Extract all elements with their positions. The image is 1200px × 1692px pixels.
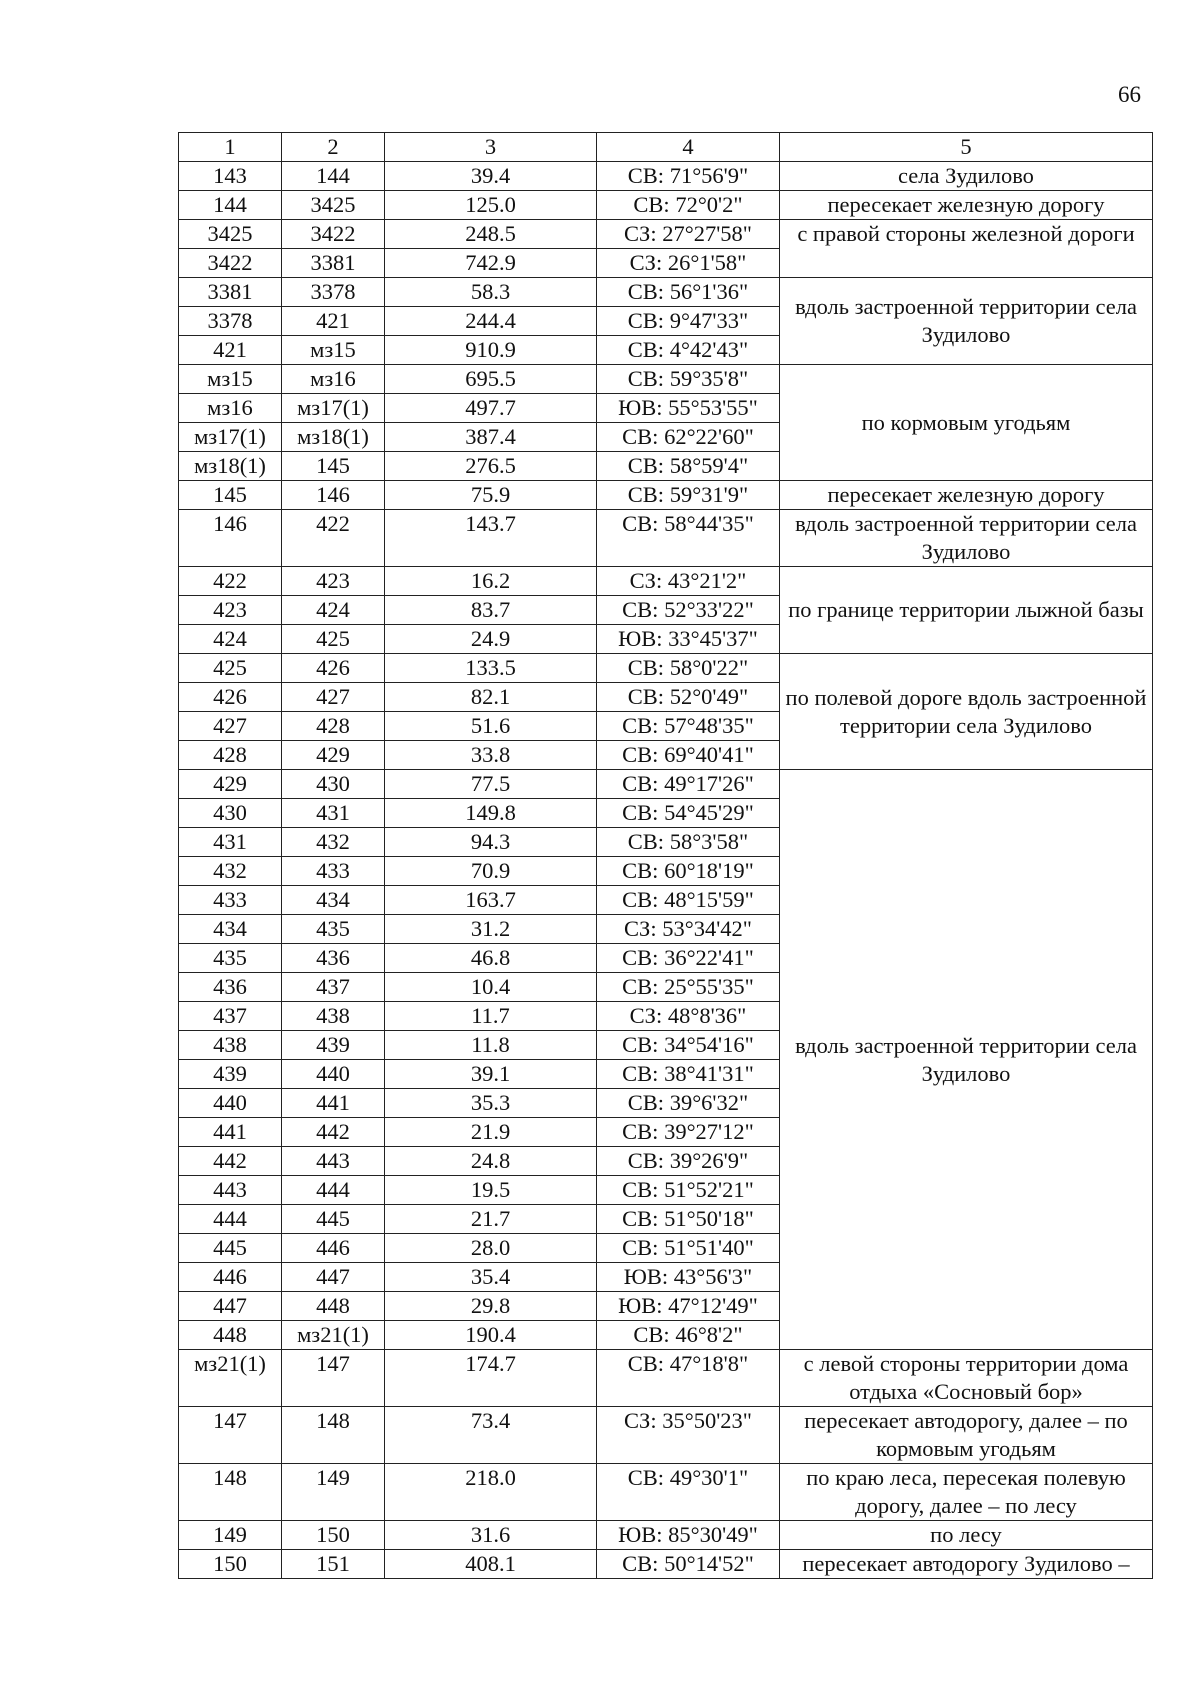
direction-cell: СЗ: 27°27'58" xyxy=(597,220,780,249)
length-cell: 70.9 xyxy=(385,857,597,886)
to-point-cell: 151 xyxy=(282,1550,385,1579)
length-cell: 21.7 xyxy=(385,1205,597,1234)
to-point-cell: мз17(1) xyxy=(282,394,385,423)
length-cell: 218.0 xyxy=(385,1464,597,1521)
table-row xyxy=(179,654,1153,683)
length-cell: 244.4 xyxy=(385,307,597,336)
direction-cell: СЗ: 43°21'2" xyxy=(597,567,780,596)
to-point-cell: 442 xyxy=(282,1118,385,1147)
to-point-cell: 433 xyxy=(282,857,385,886)
to-point-cell: 443 xyxy=(282,1147,385,1176)
direction-cell: СВ: 49°17'26" xyxy=(597,770,780,799)
from-point-cell: 435 xyxy=(179,944,282,973)
length-cell: 35.3 xyxy=(385,1089,597,1118)
from-point-cell: 428 xyxy=(179,741,282,770)
to-point-cell: 432 xyxy=(282,828,385,857)
description-cell: вдоль застроенной территории села Зудилово xyxy=(780,510,1153,567)
direction-cell: СЗ: 35°50'23" xyxy=(597,1407,780,1464)
table-row xyxy=(179,220,1153,249)
from-point-cell: 147 xyxy=(179,1407,282,1464)
from-point-cell: 432 xyxy=(179,857,282,886)
to-point-cell: 428 xyxy=(282,712,385,741)
from-point-cell: 448 xyxy=(179,1321,282,1350)
direction-cell: ЮВ: 33°45'37" xyxy=(597,625,780,654)
direction-cell: ЮВ: 85°30'49" xyxy=(597,1521,780,1550)
to-point-cell: мз18(1) xyxy=(282,423,385,452)
direction-cell: СВ: 72°0'2" xyxy=(597,191,780,220)
length-cell: 35.4 xyxy=(385,1263,597,1292)
to-point-cell: 421 xyxy=(282,307,385,336)
description-cell: по краю леса, пересекая полевую дорогу, далее – по лесу xyxy=(780,1464,1153,1521)
length-cell: 83.7 xyxy=(385,596,597,625)
column-header: 1 xyxy=(179,133,282,162)
from-point-cell: 438 xyxy=(179,1031,282,1060)
to-point-cell: 149 xyxy=(282,1464,385,1521)
from-point-cell: 150 xyxy=(179,1550,282,1579)
description-cell: села Зудилово xyxy=(780,162,1153,191)
to-point-cell: 435 xyxy=(282,915,385,944)
from-point-cell: 3422 xyxy=(179,249,282,278)
direction-cell: СВ: 54°45'29" xyxy=(597,799,780,828)
from-point-cell: 148 xyxy=(179,1464,282,1521)
length-cell: 21.9 xyxy=(385,1118,597,1147)
length-cell: 11.8 xyxy=(385,1031,597,1060)
column-header: 4 xyxy=(597,133,780,162)
from-point-cell: мз18(1) xyxy=(179,452,282,481)
direction-cell: СВ: 62°22'60" xyxy=(597,423,780,452)
to-point-cell: 441 xyxy=(282,1089,385,1118)
to-point-cell: 434 xyxy=(282,886,385,915)
from-point-cell: 144 xyxy=(179,191,282,220)
direction-cell: СВ: 4°42'43" xyxy=(597,336,780,365)
to-point-cell: 425 xyxy=(282,625,385,654)
from-point-cell: 3378 xyxy=(179,307,282,336)
header-row xyxy=(179,133,1153,162)
direction-cell: ЮВ: 47°12'49" xyxy=(597,1292,780,1321)
length-cell: 33.8 xyxy=(385,741,597,770)
direction-cell: СВ: 58°0'22" xyxy=(597,654,780,683)
from-point-cell: 421 xyxy=(179,336,282,365)
direction-cell: СВ: 56°1'36" xyxy=(597,278,780,307)
table-row xyxy=(179,278,1153,307)
to-point-cell: 145 xyxy=(282,452,385,481)
to-point-cell: 448 xyxy=(282,1292,385,1321)
to-point-cell: 426 xyxy=(282,654,385,683)
from-point-cell: 429 xyxy=(179,770,282,799)
from-point-cell: 447 xyxy=(179,1292,282,1321)
length-cell: 31.2 xyxy=(385,915,597,944)
from-point-cell: мз17(1) xyxy=(179,423,282,452)
from-point-cell: 425 xyxy=(179,654,282,683)
direction-cell: СВ: 39°27'12" xyxy=(597,1118,780,1147)
length-cell: 75.9 xyxy=(385,481,597,510)
direction-cell: СВ: 52°0'49" xyxy=(597,683,780,712)
from-point-cell: 423 xyxy=(179,596,282,625)
from-point-cell: 446 xyxy=(179,1263,282,1292)
to-point-cell: 3425 xyxy=(282,191,385,220)
direction-cell: ЮВ: 55°53'55" xyxy=(597,394,780,423)
from-point-cell: 436 xyxy=(179,973,282,1002)
direction-cell: СВ: 9°47'33" xyxy=(597,307,780,336)
table-row xyxy=(179,481,1153,510)
description-cell: пересекает железную дорогу xyxy=(780,191,1153,220)
description-cell: с правой стороны железной дороги xyxy=(780,220,1153,278)
table-row xyxy=(179,510,1153,567)
direction-cell: ЮВ: 43°56'3" xyxy=(597,1263,780,1292)
to-point-cell: 3381 xyxy=(282,249,385,278)
from-point-cell: 427 xyxy=(179,712,282,741)
to-point-cell: 424 xyxy=(282,596,385,625)
length-cell: 149.8 xyxy=(385,799,597,828)
from-point-cell: 430 xyxy=(179,799,282,828)
length-cell: 143.7 xyxy=(385,510,597,567)
column-header: 2 xyxy=(282,133,385,162)
from-point-cell: 434 xyxy=(179,915,282,944)
from-point-cell: 441 xyxy=(179,1118,282,1147)
to-point-cell: 147 xyxy=(282,1350,385,1407)
direction-cell: СВ: 25°55'35" xyxy=(597,973,780,1002)
to-point-cell: мз15 xyxy=(282,336,385,365)
from-point-cell: 145 xyxy=(179,481,282,510)
from-point-cell: 431 xyxy=(179,828,282,857)
direction-cell: СВ: 59°31'9" xyxy=(597,481,780,510)
direction-cell: СЗ: 53°34'42" xyxy=(597,915,780,944)
length-cell: 742.9 xyxy=(385,249,597,278)
table-row xyxy=(179,770,1153,799)
to-point-cell: 148 xyxy=(282,1407,385,1464)
to-point-cell: 440 xyxy=(282,1060,385,1089)
to-point-cell: 438 xyxy=(282,1002,385,1031)
direction-cell: СВ: 46°8'2" xyxy=(597,1321,780,1350)
table-row xyxy=(179,567,1153,596)
length-cell: 28.0 xyxy=(385,1234,597,1263)
from-point-cell: 149 xyxy=(179,1521,282,1550)
from-point-cell: 444 xyxy=(179,1205,282,1234)
from-point-cell: 442 xyxy=(179,1147,282,1176)
to-point-cell: мз21(1) xyxy=(282,1321,385,1350)
to-point-cell: 439 xyxy=(282,1031,385,1060)
length-cell: 73.4 xyxy=(385,1407,597,1464)
from-point-cell: 433 xyxy=(179,886,282,915)
to-point-cell: 423 xyxy=(282,567,385,596)
table-row xyxy=(179,365,1153,394)
to-point-cell: 146 xyxy=(282,481,385,510)
column-header: 5 xyxy=(780,133,1153,162)
description-cell: по границе территории лыжной базы xyxy=(780,567,1153,654)
direction-cell: СВ: 71°56'9" xyxy=(597,162,780,191)
from-point-cell: 424 xyxy=(179,625,282,654)
length-cell: 497.7 xyxy=(385,394,597,423)
table-row xyxy=(179,1464,1153,1521)
from-point-cell: 3381 xyxy=(179,278,282,307)
length-cell: 29.8 xyxy=(385,1292,597,1321)
direction-cell: СВ: 58°59'4" xyxy=(597,452,780,481)
to-point-cell: 427 xyxy=(282,683,385,712)
to-point-cell: 431 xyxy=(282,799,385,828)
from-point-cell: 437 xyxy=(179,1002,282,1031)
from-point-cell: мз16 xyxy=(179,394,282,423)
description-cell: вдоль застроенной территории села Зудилово xyxy=(780,770,1153,1350)
direction-cell: СВ: 49°30'1" xyxy=(597,1464,780,1521)
to-point-cell: 436 xyxy=(282,944,385,973)
table-row xyxy=(179,1350,1153,1407)
direction-cell: СВ: 50°14'52" xyxy=(597,1550,780,1579)
length-cell: 82.1 xyxy=(385,683,597,712)
to-point-cell: 3422 xyxy=(282,220,385,249)
length-cell: 77.5 xyxy=(385,770,597,799)
length-cell: 174.7 xyxy=(385,1350,597,1407)
from-point-cell: 443 xyxy=(179,1176,282,1205)
table-row xyxy=(179,1407,1153,1464)
direction-cell: СВ: 51°52'21" xyxy=(597,1176,780,1205)
direction-cell: СВ: 58°3'58" xyxy=(597,828,780,857)
length-cell: 408.1 xyxy=(385,1550,597,1579)
from-point-cell: мз15 xyxy=(179,365,282,394)
direction-cell: СВ: 51°51'40" xyxy=(597,1234,780,1263)
to-point-cell: 437 xyxy=(282,973,385,1002)
length-cell: 276.5 xyxy=(385,452,597,481)
direction-cell: СВ: 59°35'8" xyxy=(597,365,780,394)
length-cell: 387.4 xyxy=(385,423,597,452)
direction-cell: СВ: 51°50'18" xyxy=(597,1205,780,1234)
direction-cell: СВ: 39°6'32" xyxy=(597,1089,780,1118)
length-cell: 125.0 xyxy=(385,191,597,220)
to-point-cell: 445 xyxy=(282,1205,385,1234)
from-point-cell: 146 xyxy=(179,510,282,567)
direction-cell: СВ: 48°15'59" xyxy=(597,886,780,915)
page-number: 66 xyxy=(1118,82,1141,107)
length-cell: 10.4 xyxy=(385,973,597,1002)
from-point-cell: 426 xyxy=(179,683,282,712)
direction-cell: СВ: 36°22'41" xyxy=(597,944,780,973)
description-cell: вдоль застроенной территории села Зудилово xyxy=(780,278,1153,365)
length-cell: 19.5 xyxy=(385,1176,597,1205)
length-cell: 695.5 xyxy=(385,365,597,394)
boundary-table xyxy=(178,132,1153,1579)
to-point-cell: 422 xyxy=(282,510,385,567)
direction-cell: СВ: 47°18'8" xyxy=(597,1350,780,1407)
direction-cell: СВ: 69°40'41" xyxy=(597,741,780,770)
length-cell: 39.4 xyxy=(385,162,597,191)
to-point-cell: 444 xyxy=(282,1176,385,1205)
description-cell: по кормовым угодьям xyxy=(780,365,1153,481)
direction-cell: СВ: 34°54'16" xyxy=(597,1031,780,1060)
to-point-cell: мз16 xyxy=(282,365,385,394)
column-header: 3 xyxy=(385,133,597,162)
to-point-cell: 430 xyxy=(282,770,385,799)
to-point-cell: 3378 xyxy=(282,278,385,307)
length-cell: 24.9 xyxy=(385,625,597,654)
direction-cell: СВ: 39°26'9" xyxy=(597,1147,780,1176)
table-row xyxy=(179,1550,1153,1579)
to-point-cell: 429 xyxy=(282,741,385,770)
from-point-cell: 422 xyxy=(179,567,282,596)
length-cell: 248.5 xyxy=(385,220,597,249)
from-point-cell: 445 xyxy=(179,1234,282,1263)
length-cell: 58.3 xyxy=(385,278,597,307)
length-cell: 51.6 xyxy=(385,712,597,741)
description-cell: пересекает железную дорогу xyxy=(780,481,1153,510)
length-cell: 190.4 xyxy=(385,1321,597,1350)
to-point-cell: 447 xyxy=(282,1263,385,1292)
to-point-cell: 150 xyxy=(282,1521,385,1550)
to-point-cell: 144 xyxy=(282,162,385,191)
length-cell: 24.8 xyxy=(385,1147,597,1176)
length-cell: 39.1 xyxy=(385,1060,597,1089)
description-cell: по полевой дороге вдоль застроенной территории села Зудилово xyxy=(780,654,1153,770)
to-point-cell: 446 xyxy=(282,1234,385,1263)
from-point-cell: 439 xyxy=(179,1060,282,1089)
table-row xyxy=(179,162,1153,191)
table-row xyxy=(179,1521,1153,1550)
from-point-cell: 440 xyxy=(179,1089,282,1118)
description-cell: по лесу xyxy=(780,1521,1153,1550)
description-cell: с левой стороны территории дома отдыха «Сосновый бор» xyxy=(780,1350,1153,1407)
length-cell: 16.2 xyxy=(385,567,597,596)
length-cell: 46.8 xyxy=(385,944,597,973)
length-cell: 133.5 xyxy=(385,654,597,683)
direction-cell: СВ: 52°33'22" xyxy=(597,596,780,625)
direction-cell: СВ: 57°48'35" xyxy=(597,712,780,741)
direction-cell: СВ: 60°18'19" xyxy=(597,857,780,886)
length-cell: 910.9 xyxy=(385,336,597,365)
length-cell: 11.7 xyxy=(385,1002,597,1031)
from-point-cell: 3425 xyxy=(179,220,282,249)
direction-cell: СЗ: 48°8'36" xyxy=(597,1002,780,1031)
from-point-cell: 143 xyxy=(179,162,282,191)
length-cell: 31.6 xyxy=(385,1521,597,1550)
description-cell: пересекает автодорогу, далее – по кормовым угодьям xyxy=(780,1407,1153,1464)
length-cell: 94.3 xyxy=(385,828,597,857)
direction-cell: СЗ: 26°1'58" xyxy=(597,249,780,278)
table-row xyxy=(179,191,1153,220)
direction-cell: СВ: 38°41'31" xyxy=(597,1060,780,1089)
length-cell: 163.7 xyxy=(385,886,597,915)
description-cell: пересекает автодорогу Зудилово – xyxy=(780,1550,1153,1579)
direction-cell: СВ: 58°44'35" xyxy=(597,510,780,567)
from-point-cell: мз21(1) xyxy=(179,1350,282,1407)
